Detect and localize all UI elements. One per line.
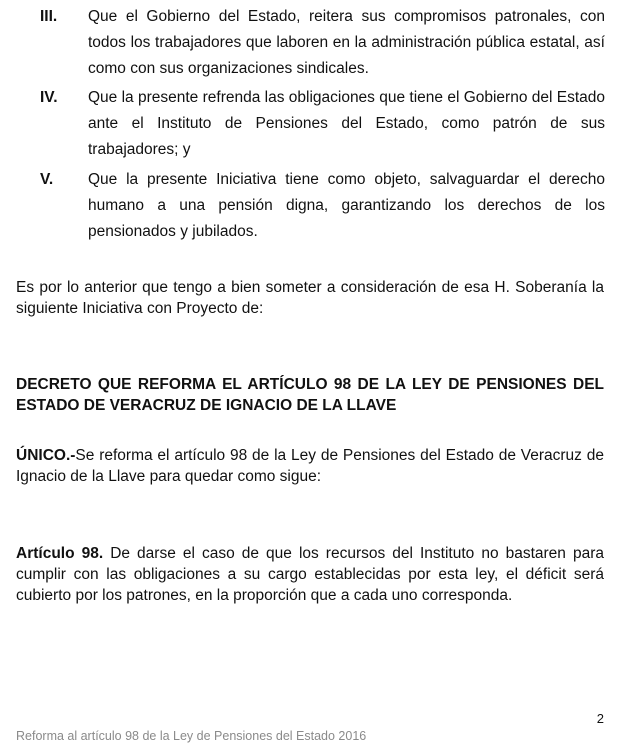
- intro-paragraph: Es por lo anterior que tengo a bien someter a consideración de esa H. Soberanía la siguiente Iniciativa con Proyecto de:: [16, 279, 604, 317]
- decree-title: DECRETO QUE REFORMA EL ARTÍCULO 98 DE LA LEY DE PENSIONES DEL ESTADO DE VERACRUZ DE IGNACIO DE LA LLAVE: [16, 376, 604, 414]
- articulo-98-paragraph: [16, 543, 604, 606]
- list-numeral: V.: [40, 171, 54, 188]
- list-item-text: Que el Gobierno del Estado, reitera sus compromisos patronales, con todos los trabajadores que laboren en la administración pública estatal, así como con sus organizaciones sindicales.: [88, 8, 605, 77]
- list-item-v: [40, 167, 605, 245]
- unico-paragraph: [16, 445, 604, 487]
- page-number: 2: [596, 711, 604, 726]
- list-numeral: IV.: [40, 89, 58, 106]
- articulo-text: De darse el caso de que los recursos del Instituto no bastaren para cumplir con las obligaciones a su cargo establecidas por esta ley, el déficit será cubierto por los patrones, en la proporción que a cada uno corresponda.: [16, 545, 604, 604]
- list-item-iv: [40, 85, 605, 163]
- list-item-text: Que la presente refrenda las obligaciones que tiene el Gobierno del Estado ante el Instituto de Pensiones del Estado, como patrón de sus trabajadores; y: [88, 89, 606, 158]
- list-item-iii: [40, 4, 605, 82]
- list-item-text: Que la presente Iniciativa tiene como objeto, salvaguardar el derecho humano a una pensión digna, garantizando los derechos de los pensionados y jubilados.: [88, 171, 605, 240]
- unico-label: ÚNICO.-: [16, 447, 76, 464]
- footer-document-title: Reforma al artículo 98 de la Ley de Pensiones del Estado 2016: [16, 729, 367, 743]
- unico-text: Se reforma el artículo 98 de la Ley de Pensiones del Estado de Veracruz de Ignacio de la Llave para quedar como sigue:: [16, 447, 604, 485]
- list-numeral: III.: [40, 8, 58, 25]
- articulo-label: Artículo 98.: [16, 545, 104, 562]
